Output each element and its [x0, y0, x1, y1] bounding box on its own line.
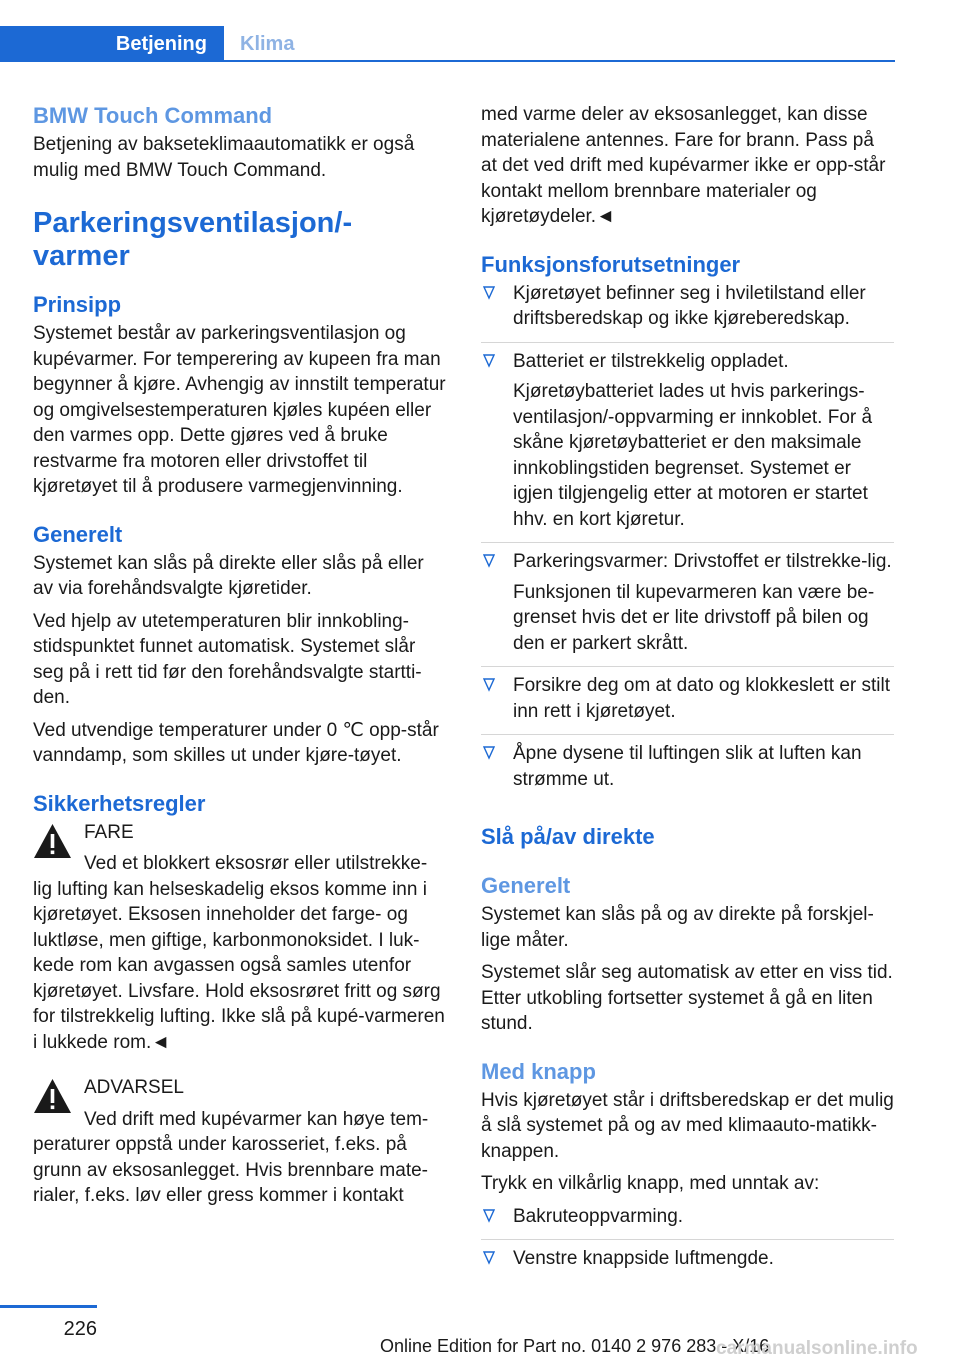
heading-sikkerhetsregler: Sikkerhetsregler	[33, 790, 206, 816]
paragraph-touch-command: Betjening av bakseteklimaautomatikk er også mulig med BMW Touch Command.	[33, 134, 415, 181]
bullet-triangle-icon	[483, 676, 495, 692]
warning-advarsel	[33, 1075, 448, 1132]
heading-med-knapp: Med knapp	[481, 1058, 596, 1084]
heading-generelt-right: Generelt	[481, 873, 571, 898]
warning-fare	[33, 820, 448, 877]
footer-edition: Online Edition for Part no. 0140 2 976 283 - X/16	[380, 1336, 770, 1356]
paragraph-med-knapp-1: Hvis kjøretøyet står i driftsberedskap er det mulig å slå systemet på og av med klimaauto-matikk-knappen.	[481, 1089, 894, 1162]
bullet-triangle-icon	[483, 744, 495, 760]
paragraph-generelt-right-2: Systemet slår seg automatisk av etter en viss tid. Etter utkobling fortsetter systemet å gå en liten stund.	[481, 962, 893, 1034]
header-rule	[0, 60, 895, 62]
warning-fare-label: FARE	[84, 821, 134, 843]
list-item-text: Parkeringsvarmer: Drivstoffet er tilstrekke-lig.	[513, 551, 892, 572]
paragraph-med-knapp-2: Trykk en vilkårlig knapp, med unntak av:	[481, 1173, 820, 1194]
watermark: carmanualsonline.info	[716, 1338, 918, 1359]
warning-fare-body: lig lufting kan helseskadelig eksos komme inn i kjøretøyet. Eksosen inneholder det farge- og luktløse, men giftige, karbonmonoksidet. I luk-kede rom kan avgassen også samles utenfor kjøretøyet. Livsfare. Hold eksosrøret fritt og sørg for tilstrekkelig lufting. Ikke slå på kupé-varmeren i lukkede rom.◄	[33, 878, 445, 1053]
bullet-triangle-icon	[483, 1249, 495, 1265]
list-item-text: Batteriet er tilstrekkelig oppladet.	[513, 350, 789, 372]
right-column	[481, 102, 894, 1288]
list-item-note: Kjøretøybatteriet lades ut hvis parkerings-ventilasjon/-oppvarming er innkoblet. For å skåne kjøretøybatteriet er den maksimale innkoblingstiden begrenset. Systemet er igjen tilgjengelig etter at motoren er startet hhv. en kort kjøretur.	[513, 381, 873, 530]
list-item	[481, 349, 894, 544]
heading-sla-pa-av: Slå på/av direkte	[481, 824, 655, 849]
list-item	[481, 673, 894, 735]
paragraph-generelt-1: Systemet kan slås på direkte eller slås på eller av via forehåndsvalgte kjøretider.	[33, 552, 424, 599]
page-number: 226	[63, 1318, 97, 1340]
bullet-triangle-icon	[483, 284, 495, 300]
section-title-line-2: varmer	[33, 240, 130, 272]
paragraph-warning-continued: med varme deler av eksosanlegget, kan disse materialene antennes. Fare for brann. Pass på at det ved drift med kupévarmer ikke er opp-står kontakt mellom brennbare materialer og kjøretøydeler.◄	[481, 104, 886, 227]
heading-funksjonsforutsetninger: Funksjonsforutsetninger	[481, 251, 741, 277]
list-item-text: Åpne dysene til luftingen slik at luften kan strømme ut.	[513, 743, 862, 790]
list-item-text: Kjøretøyet befinner seg i hviletilstand eller driftsberedskap og ikke kjøreberedskap.	[513, 282, 866, 329]
left-column	[33, 102, 448, 1209]
section-title-line-1: Parkeringsventilasjon/-	[33, 207, 353, 239]
paragraph-generelt-3: Ved utvendige temperaturer under 0 ℃ opp-står vanndamp, som skilles ut under kjøre-tøyet.	[33, 719, 439, 766]
list-item-text: Venstre knappside luftmengde.	[513, 1248, 774, 1269]
warning-advarsel-body: peraturer oppstå under karosseriet, f.eks. på grunn av eksosanlegget. Hvis brennbare mate-rialer, f.eks. løv eller gress kommer i kontakt	[33, 1134, 429, 1206]
list-item-text: Bakruteoppvarming.	[513, 1205, 684, 1227]
header-bar	[0, 26, 895, 62]
bullet-triangle-icon	[483, 352, 495, 368]
list-item	[481, 549, 894, 667]
tab-klima[interactable]: Klima	[240, 32, 295, 55]
heading-prinsipp: Prinsipp	[33, 292, 122, 317]
warning-advarsel-lead: Ved drift med kupévarmer kan høye tem-	[84, 1108, 429, 1130]
list-unntak	[481, 1204, 894, 1282]
warning-fare-lead: Ved et blokkert eksosrør eller utilstrekke-	[84, 853, 428, 874]
warning-triangle-icon	[33, 823, 72, 859]
list-item	[481, 281, 894, 343]
heading-generelt: Generelt	[33, 521, 123, 547]
paragraph-generelt-2: Ved hjelp av utetemperaturen blir innkobling-stidspunktet funnet automatisk. Systemet slår seg på i rett tid før den forehåndsvalgte startti-den.	[33, 610, 422, 708]
tab-betjening[interactable]: Betjening	[0, 26, 224, 62]
list-funksjonsforutsetninger	[481, 281, 894, 803]
warning-triangle-icon	[33, 1078, 72, 1114]
bullet-triangle-icon	[483, 1207, 495, 1223]
list-item	[481, 741, 894, 802]
page-number-bar	[0, 1305, 97, 1308]
list-item	[481, 1246, 894, 1282]
section-title	[33, 207, 448, 273]
heading-touch-command: BMW Touch Command	[33, 103, 273, 128]
list-item-text: Forsikre deg om at dato og klokkeslett er stilt inn rett i kjøretøyet.	[513, 675, 890, 722]
warning-advarsel-label: ADVARSEL	[84, 1077, 184, 1098]
bullet-triangle-icon	[483, 552, 495, 568]
paragraph-generelt-right-1: Systemet kan slås på og av direkte på forskjel-lige måter.	[481, 904, 874, 951]
paragraph-prinsipp: Systemet består av parkeringsventilasjon og kupévarmer. For temperering av kupeen fra man begynner å kjøre. Avhengig av innstilt temperatur og omgivelsestemperaturen kjøles kupéen eller den varmes opp. Dette gjøres ved å bruke restvarme fra motoren eller drivstoffet til kjøretøyet til å produsere varmegjenvinning.	[33, 323, 446, 497]
list-item	[481, 1204, 894, 1241]
list-item-note: Funksjonen til kupevarmeren kan være be-grenset hvis det er lite drivstoff på bilen og den er parkert skrått.	[513, 581, 875, 654]
